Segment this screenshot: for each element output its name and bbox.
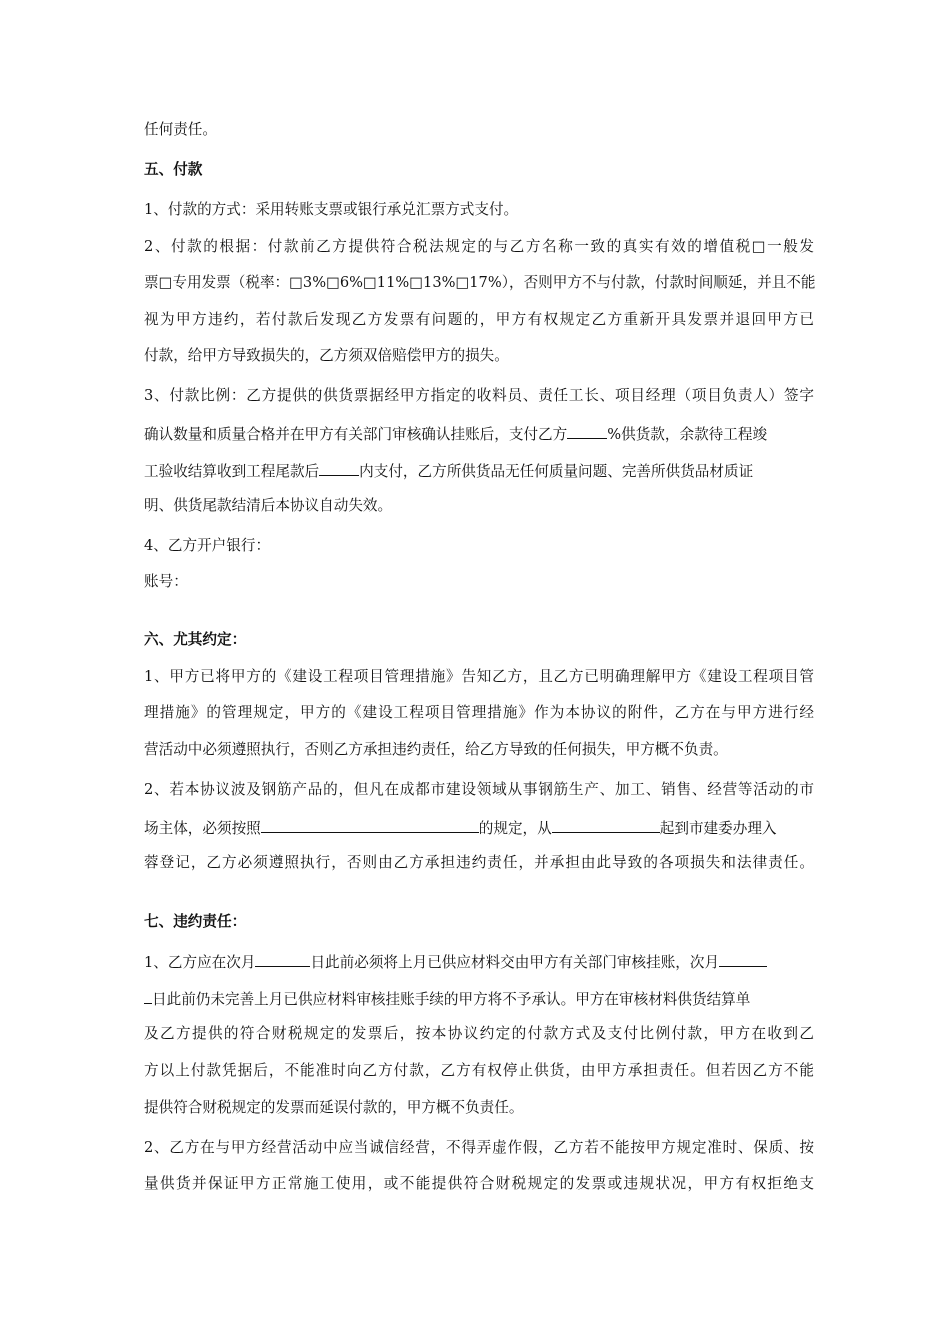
text-line — [144, 460, 814, 480]
text-line: 2、若本协议波及钢筋产品的，但凡在成都市建设领域从事钢筋生产、加工、销售、经营等活动的市 — [144, 781, 814, 798]
text-segment: 日此前必须将上月已供应材料交由甲方有关部门审核挂账，次月 — [310, 954, 720, 971]
text-line: 4、乙方开户银行： — [144, 537, 271, 554]
fill-in-blank — [144, 988, 152, 1004]
text-line: 付款，给甲方导致损失的，乙方须双倍赔偿甲方的损失。 — [144, 347, 509, 364]
fill-in-blank — [552, 817, 660, 833]
fill-in-blank — [261, 817, 479, 833]
text-line: 1、甲方已将甲方的《建设工程项目管理措施》告知乙方，且乙方已明确理解甲方《建设工程项目管 — [144, 668, 814, 685]
text-line: 任何责任。 — [144, 121, 217, 138]
text-line — [144, 988, 814, 1008]
text-segment: 的规定，从 — [478, 820, 552, 837]
text-line — [144, 951, 814, 971]
text-line: 视为甲方违约，若付款后发现乙方发票有问题的，甲方有权规定乙方重新开具发票并退回甲方已 — [144, 311, 814, 328]
text-line: 量供货并保证甲方正常施工使用，或不能提供符合财税规定的发票或违规状况，甲方有权拒绝支 — [144, 1175, 814, 1192]
text-segment: 日此前仍未完善上月已供应材料审核挂账手续的甲方将不予承认。甲方在审核材料供货结算单 — [152, 991, 751, 1008]
text-segment: 1、乙方应在次月 — [144, 954, 256, 971]
text-line — [144, 423, 814, 443]
text-line: 方以上付款凭据后，不能准时向乙方付款，乙方有权停止供货，由甲方承担责任。但若因乙方不能 — [144, 1062, 814, 1079]
text-line: 1、付款的方式：采用转账支票或银行承兑汇票方式支付。 — [144, 201, 519, 218]
text-line: 蓉登记，乙方必须遵照执行，否则由乙方承担违约责任，并承担由此导致的各项损失和法律责任。 — [144, 854, 814, 871]
text-line — [144, 817, 814, 837]
text-line: 明、供货尾款结清后本协议自动失效。 — [144, 497, 393, 514]
text-line: 2、乙方在与甲方经营活动中应当诚信经营，不得弄虚作假，乙方若不能按甲方规定准时、保质、按 — [144, 1139, 814, 1156]
text-segment: %供货款，余款待工程竣 — [607, 426, 768, 443]
text-segment: 内支付，乙方所供货品无任何质量问题、完善所供货品材质证 — [359, 463, 754, 480]
section-heading-liability: 七、违约责任： — [144, 913, 247, 930]
text-line: 提供符合财税规定的发票而延误付款的，甲方概不负责任。 — [144, 1099, 524, 1116]
text-segment: 场主体，必须按照 — [144, 820, 261, 837]
text-segment: 工验收结算收到工程尾款后 — [144, 463, 320, 480]
section-heading-special: 六、尤其约定： — [144, 631, 247, 648]
text-line: 2、付款的根据：付款前乙方提供符合税法规定的与乙方名称一致的真实有效的增值税□一般发 — [144, 238, 814, 255]
fill-in-blank — [255, 951, 310, 967]
fill-in-blank — [719, 951, 767, 967]
text-line: 营活动中必须遵照执行，否则乙方承担违约责任，给乙方导致的任何损失，甲方概不负责。 — [144, 741, 728, 758]
text-segment: 确认数量和质量合格并在甲方有关部门审核确认挂账后，支付乙方 — [144, 426, 568, 443]
text-line: 理措施》的管理规定，甲方的《建设工程项目管理措施》作为本协议的附件，乙方在与甲方进行经 — [144, 704, 814, 721]
fill-in-blank — [319, 460, 359, 476]
text-line: 3、付款比例：乙方提供的供货票据经甲方指定的收料员、责任工长、项目经理（项目负责人）签字 — [144, 387, 814, 404]
text-line: 及乙方提供的符合财税规定的发票后，按本协议约定的付款方式及支付比例付款，甲方在收到乙 — [144, 1025, 814, 1042]
text-segment: 起到市建委办理入 — [659, 820, 777, 837]
text-line: 账号： — [144, 573, 188, 590]
section-heading-payment: 五、付款 — [144, 161, 203, 178]
text-line: 票□专用发票（税率：□3%□6%□11%□13%□17%），否则甲方不与付款，付款时间顺延，并且不能 — [144, 274, 816, 291]
fill-in-blank — [567, 423, 607, 439]
